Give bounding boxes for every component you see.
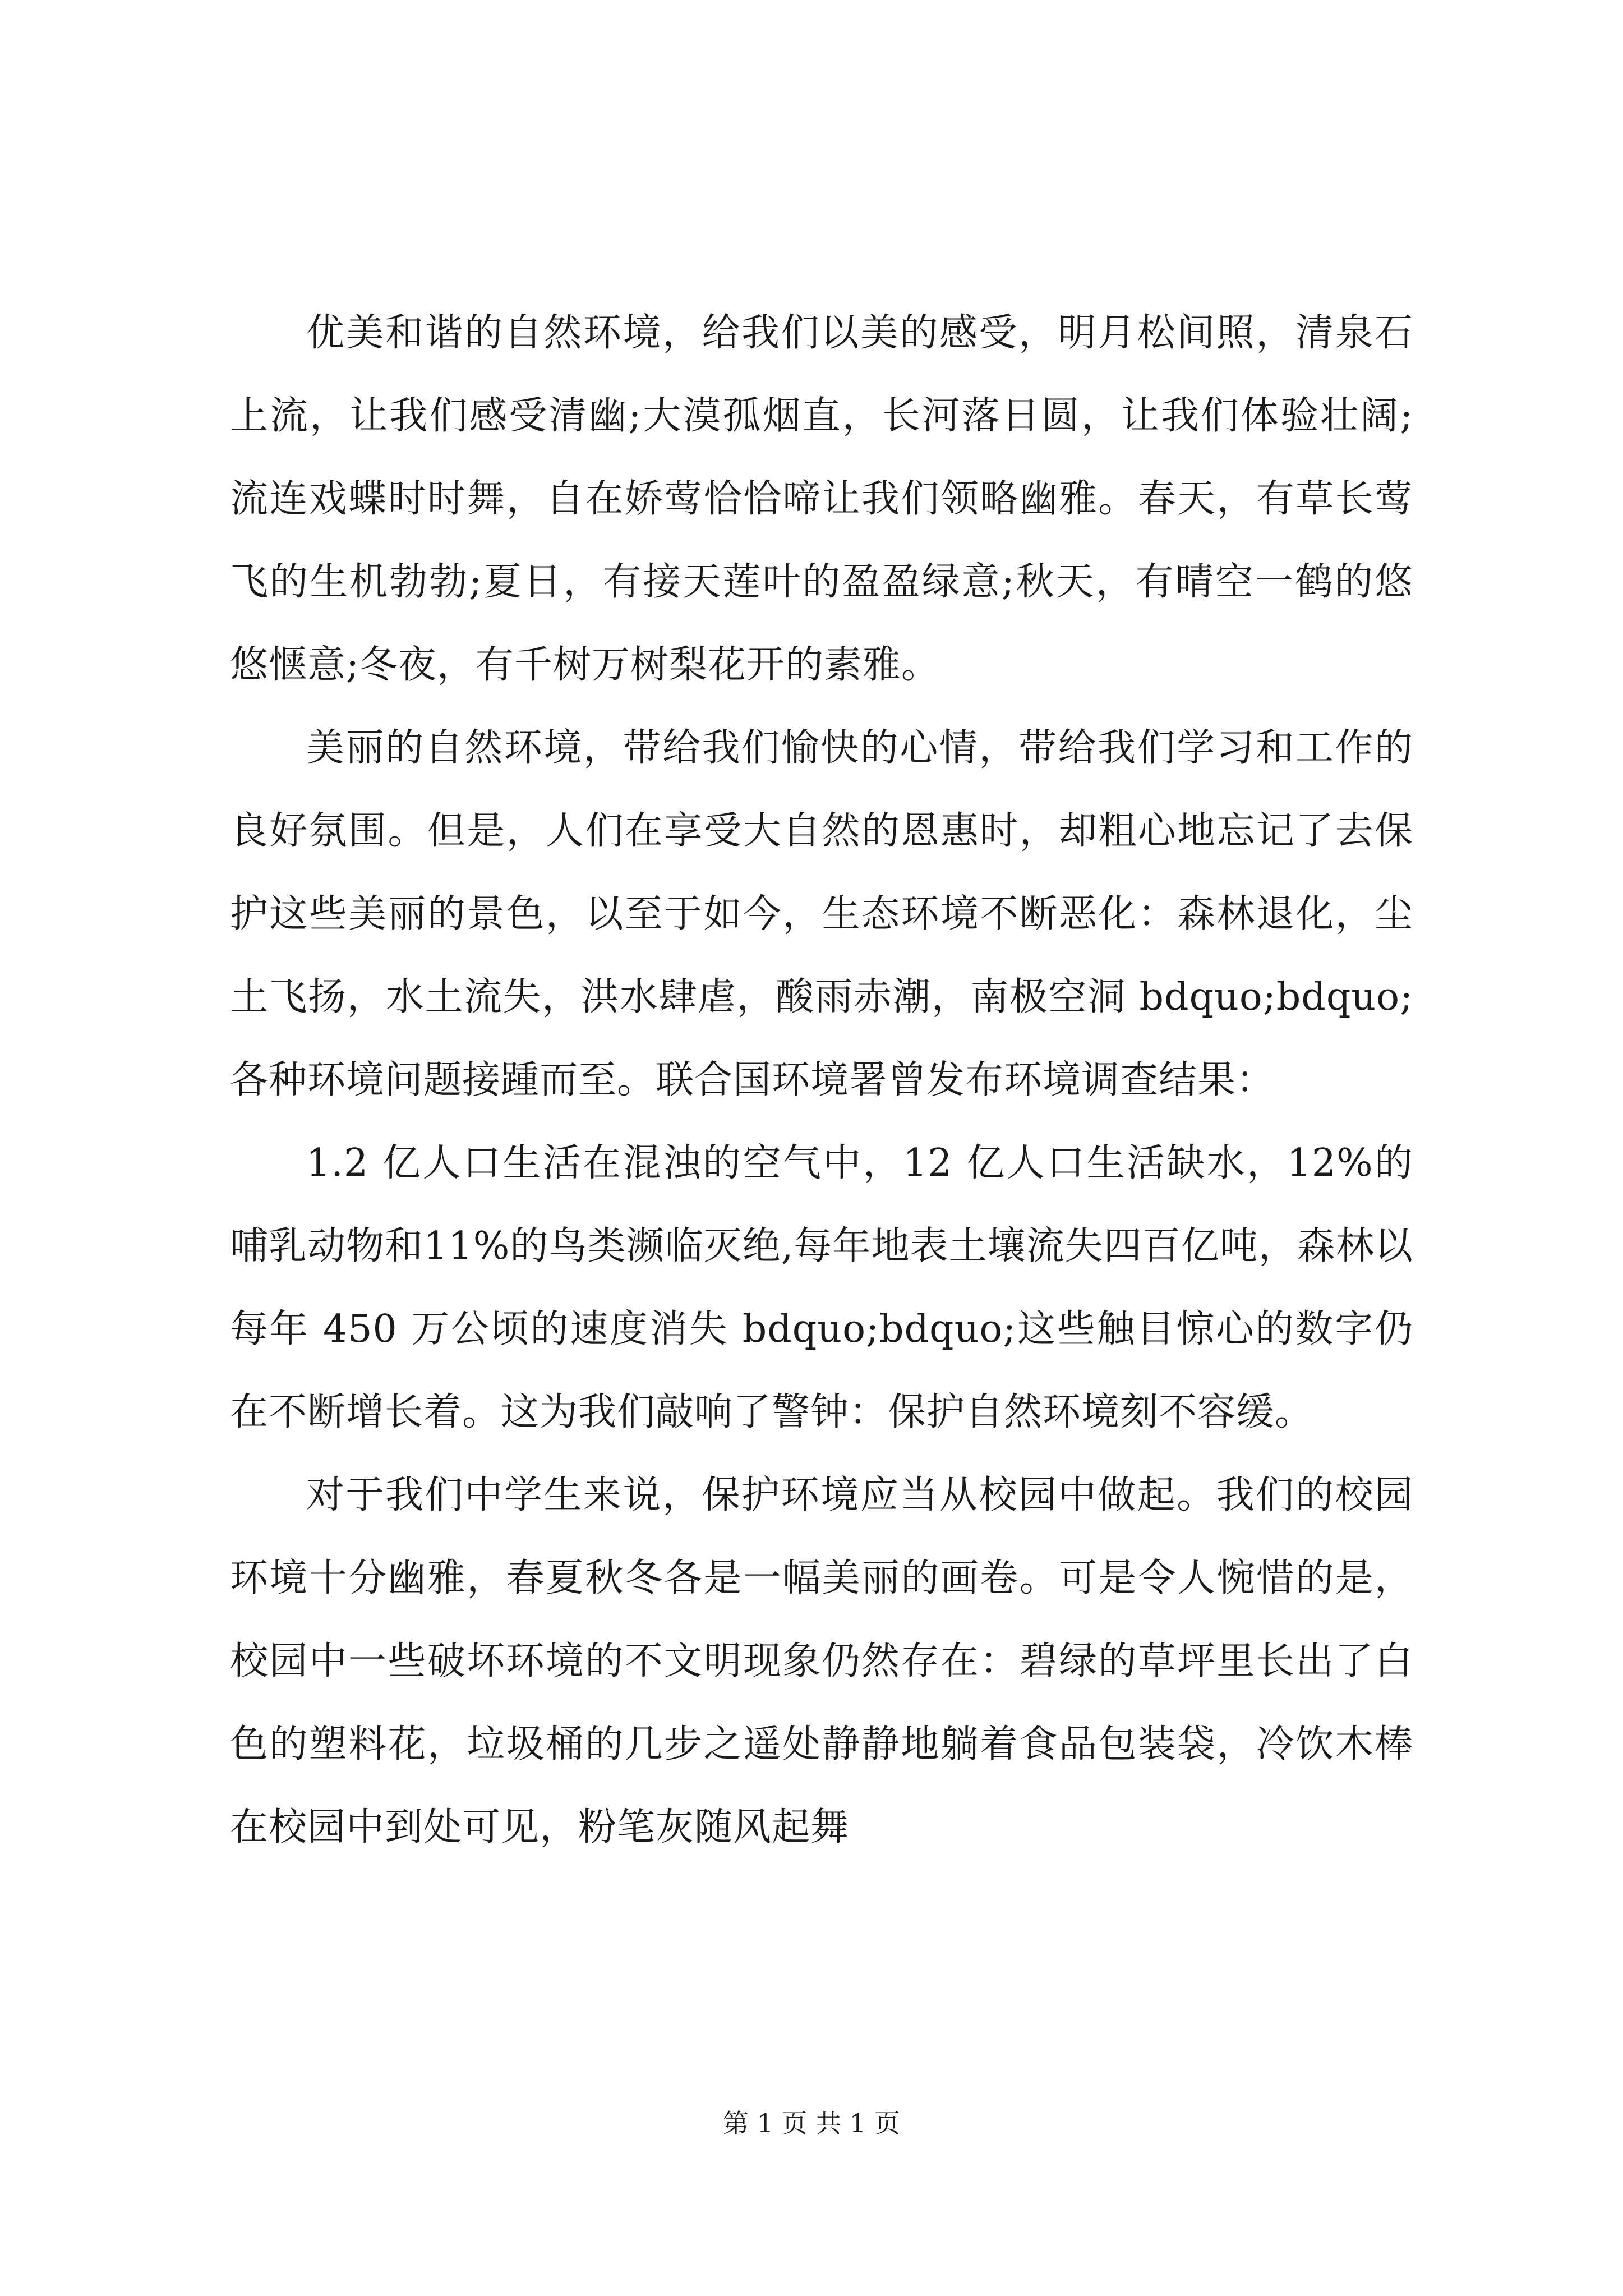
document-body xyxy=(230,292,1413,1869)
paragraph-natural-beauty: 优美和谐的自然环境，给我们以美的感受，明月松间照，清泉石上流，让我们感受清幽;大漠孤烟直，长河落日圆，让我们体验壮阔;流连戏蝶时时舞，自在娇莺恰恰啼让我们领略幽雅。春天，有草长莺飞的生机勃勃;夏日，有接天莲叶的盈盈绿意;秋天，有晴空一鹤的悠悠惬意;冬夜，有千树万树梨花开的素雅。 xyxy=(230,311,1413,687)
page-footer: 第 1 页 共 1 页 xyxy=(723,2108,900,2138)
paragraph-environment-degradation: 美丽的自然环境，带给我们愉快的心情，带给我们学习和工作的良好氛围。但是，人们在享受大自然的恩惠时，却粗心地忘记了去保护这些美丽的景色，以至于如今，生态环境不断恶化：森林退化，尘土飞扬，水土流失，洪水肆虐，酸雨赤潮，南极空洞 bdquo;bdquo;各种环境问题接踵而至。联合国环境署曾发布环境调查结果： xyxy=(230,726,1413,1102)
paragraph-campus-environment: 对于我们中学生来说，保护环境应当从校园中做起。我们的校园环境十分幽雅，春夏秋冬各是一幅美丽的画卷。可是令人惋惜的是，校园中一些破坏环境的不文明现象仍然存在：碧绿的草坪里长出了白色的塑料花，垃圾桶的几步之遥处静静地躺着食品包装袋，冷饮木棒在校园中到处可见，粉笔灰随风起舞 xyxy=(230,1473,1413,1849)
paragraph-statistics: 1.2 亿人口生活在混浊的空气中，12 亿人口生活缺水，12%的哺乳动物和11%的鸟类濒临灭绝,每年地表土壤流失四百亿吨，森林以每年 450 万公顷的速度消失 bdquo;bdquo;这些触目惊心的数字仍在不断增长着。这为我们敲响了警钟：保护自然环境刻不容缓。 xyxy=(230,1141,1413,1434)
